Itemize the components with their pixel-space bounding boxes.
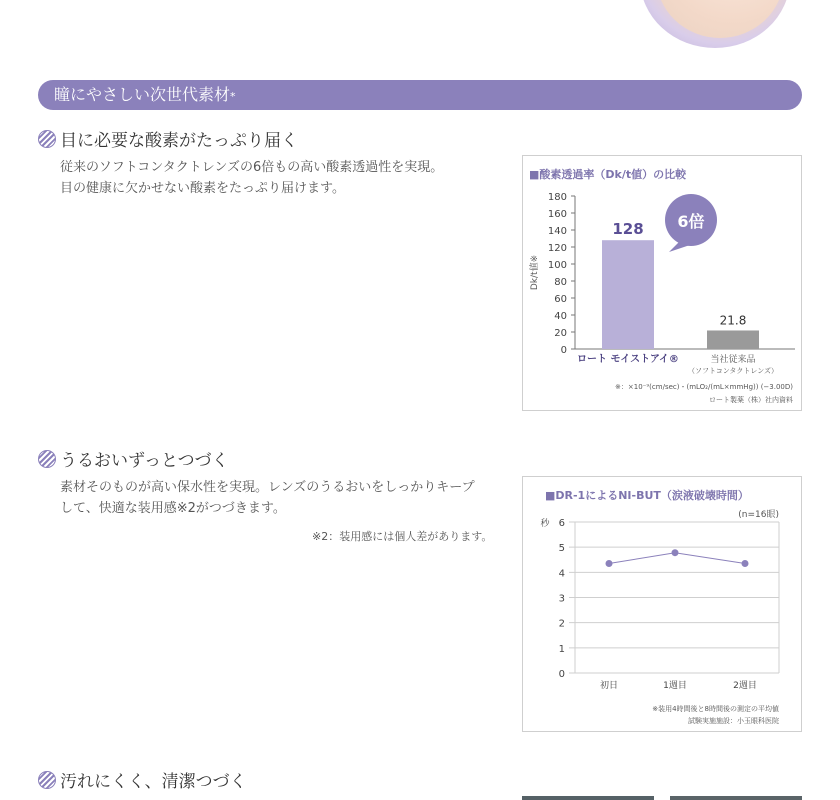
y-tick-label: 100 (547, 260, 567, 271)
section2-title: うるおいずっとつづく (60, 451, 229, 471)
oxygen-chart (523, 156, 803, 412)
section2-note: ※2：装用感には個人差があります。 (312, 530, 493, 543)
y-tick-label: 6 (558, 518, 565, 529)
bar-value-label: 21.8 (719, 313, 747, 328)
category-label: ロート モイストアイ® (577, 354, 679, 365)
y-tick-label: 140 (547, 226, 567, 237)
stripe-bullet-icon (38, 130, 56, 148)
oxygen-chart-box (522, 155, 802, 411)
nibut-chart-box (522, 476, 802, 732)
bar-value-label: 128 (612, 220, 644, 239)
thumbnail-image-1 (522, 796, 654, 800)
callout-text: 6倍 (677, 212, 705, 231)
stripe-bullet-icon (38, 450, 56, 468)
y-tick-label: 80 (554, 277, 567, 288)
bar (707, 330, 759, 349)
y-tick-label: 2 (558, 618, 565, 630)
chart2-title: ■DR-1によるNI-BUT（涙液破壊時間） (545, 489, 749, 502)
y-tick-label: 5 (558, 543, 565, 555)
x-tick-label: 1週目 (663, 681, 687, 691)
section2-line: 素材そのものが高い保水性を実現。レンズのうるおいをしっかりキープ (60, 480, 475, 495)
section3-title: 汚れにくく、清潔つづく (60, 772, 247, 792)
y-tick-label: 160 (547, 209, 567, 220)
section2-heading (38, 446, 229, 471)
x-tick-label: 初日 (599, 681, 619, 691)
y-tick-label: 40 (554, 311, 567, 322)
y-tick-label: 180 (547, 192, 567, 203)
section1-line: 従来のソフトコンタクトレンズの6倍もの高い酸素透過性を実現。 (60, 160, 444, 175)
y-tick-label: 20 (554, 328, 567, 339)
y-tick-label: 0 (560, 345, 567, 356)
y-tick-label: 120 (547, 243, 567, 254)
data-point (742, 560, 749, 567)
thumbnail-image-2 (670, 796, 802, 800)
y-tick-label: 4 (558, 568, 565, 580)
bar (602, 240, 654, 349)
y-tick-label: 60 (554, 294, 567, 305)
section3-heading (38, 767, 247, 792)
y-tick-label: 1 (558, 643, 565, 655)
footnote: ※：×10⁻⁹(cm/sec)・(mLO₂/(mL×mmHg)) (−3.00D) (615, 383, 793, 391)
section1-line: 目の健康に欠かせない酸素をたっぷり届けます。 (60, 181, 345, 196)
section1-heading (38, 126, 298, 151)
section2-line: して、快適な装用感※2がつづきます。 (60, 501, 286, 516)
section1-title: 目に必要な酸素がたっぷり届く (60, 131, 298, 151)
x-tick-label: 2週目 (733, 681, 757, 691)
y-axis-label: Dk/t値※ (530, 254, 540, 291)
data-point (672, 549, 679, 556)
y-tick-label: 3 (558, 593, 565, 605)
footnote-source: 試験実施施設：小玉眼科医院 (688, 717, 779, 725)
stripe-bullet-icon (38, 771, 56, 789)
footnote-source: ロート製薬（株）社内資料 (709, 396, 793, 404)
y-tick-label: 0 (558, 669, 565, 680)
data-point (606, 560, 613, 567)
section1-text (60, 157, 443, 199)
n-label: (n=16眼) (738, 510, 779, 520)
chart1-title: ■酸素透過率（Dk/t値）の比較 (529, 168, 687, 181)
nibut-chart (523, 477, 803, 733)
y-axis-label: 秒 (540, 519, 550, 529)
category-label: 当社従来品 (710, 355, 756, 365)
footnote: ※装用4時間後と8時間後の測定の平均値 (652, 705, 779, 713)
category-sublabel: （ソフトコンタクトレンズ） (687, 367, 779, 375)
section-banner (38, 80, 802, 110)
banner-asterisk: * (230, 90, 236, 103)
section2-text (60, 477, 475, 519)
banner-title: 瞳にやさしい次世代素材 (54, 85, 231, 104)
